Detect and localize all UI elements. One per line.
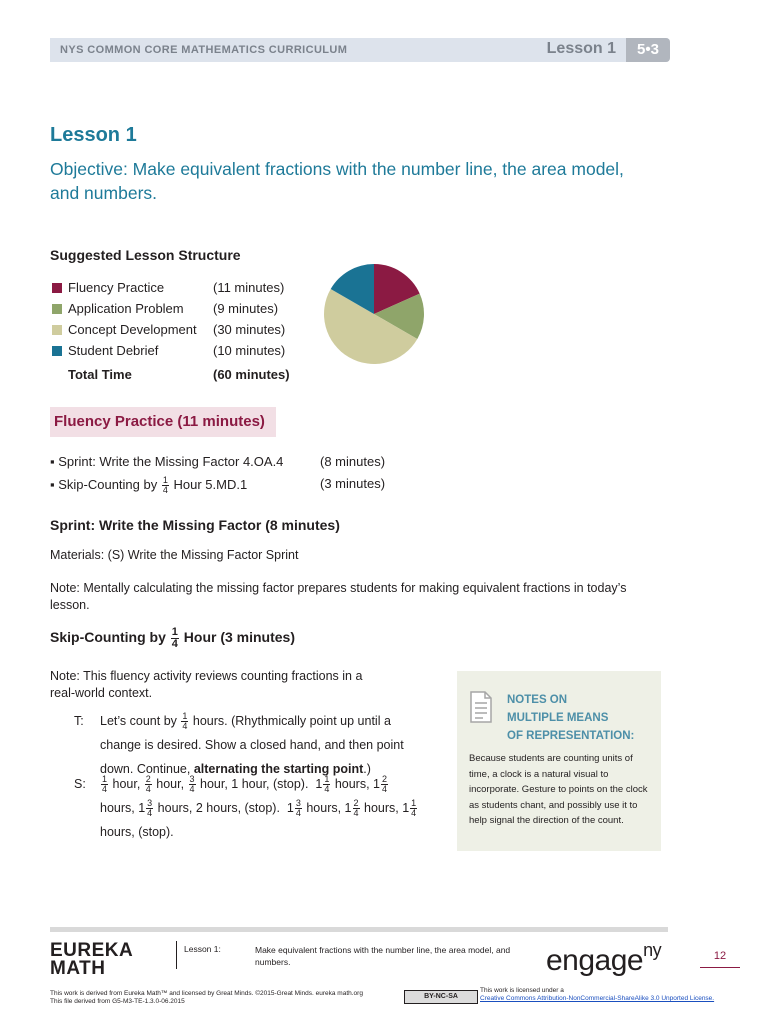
notes-title xyxy=(507,691,634,745)
page-number-underline xyxy=(700,967,740,968)
total-label: Total Time xyxy=(68,367,132,382)
legend-swatch xyxy=(52,283,62,293)
footer-description: Make equivalent fractions with the number line, the area model, and numbers. xyxy=(255,945,511,967)
legend-swatch xyxy=(52,304,62,314)
total-minutes: (60 minutes) xyxy=(213,367,290,382)
fluency-bullet xyxy=(50,476,450,496)
structure-minutes: (11 minutes) xyxy=(213,280,285,295)
curriculum-header xyxy=(50,38,670,62)
structure-row xyxy=(52,280,292,298)
structure-label: Student Debrief xyxy=(68,343,159,358)
structure-label: Concept Development xyxy=(68,322,197,337)
credit-line: This work is derived from Eureka Math™ and licensed by Great Minds. ©2015-Great Minds. eureka math.org xyxy=(50,990,363,997)
cc-license-badge: BY-NC-SA xyxy=(404,990,478,1004)
structure-label: Fluency Practice xyxy=(68,280,165,295)
bullet-text: Skip-Counting by xyxy=(58,476,161,492)
dialog-bold-text: alternating the starting point xyxy=(193,762,364,776)
fraction-one-fourth: $\frac{1}{4}$ xyxy=(182,711,188,732)
footer-separator xyxy=(176,941,177,969)
sprint-heading: Sprint: Write the Missing Factor (8 minutes) xyxy=(50,517,340,533)
lesson-title: Lesson 1 xyxy=(50,124,137,146)
legend-swatch xyxy=(52,325,62,335)
logo-superscript: ny xyxy=(643,940,662,960)
logo-line: EUREKA xyxy=(50,940,134,961)
bullet-text: Sprint: Write the Missing Factor 4.OA.4 xyxy=(58,454,284,469)
student-text: $\frac{1}{4}$ hour, $\frac{2}{4}$ hour, $\frac{3}{4}$ hour, 1 hour, (stop). 1 $\frac{1}{4}$ hours, 1 $\frac{2}{4}$ hours, 1 $\frac{3}{4}$ hours, 2 hours, (stop). 1 $\frac{3}{4}$ hours, 1 $\frac{2}{4}$ hours, 1 $\frac{1}{4}$ hours, (stop). xyxy=(100,774,417,839)
teacher-line xyxy=(74,709,420,776)
license-line: This work is licensed under a xyxy=(480,987,564,994)
footer-rule xyxy=(50,927,668,932)
bullet-icon: ▪ xyxy=(50,454,59,469)
notes-title-line: MULTIPLE MEANS xyxy=(507,712,609,724)
structure-heading: Suggested Lesson Structure xyxy=(50,247,241,263)
credit-line: This file derived from G5-M3-TE-1.3.0-06.2015 xyxy=(50,998,185,1005)
logo-text: engage xyxy=(546,944,644,977)
structure-minutes: (30 minutes) xyxy=(213,322,286,337)
fluency-banner-text: Fluency Practice (11 minutes) xyxy=(54,413,265,430)
structure-row xyxy=(52,301,292,319)
header-lesson: Lesson 1 xyxy=(546,40,616,57)
dialog-text: .) xyxy=(363,762,371,776)
structure-total-row xyxy=(52,367,292,385)
notes-title-line: NOTES ON xyxy=(507,694,568,706)
license-text xyxy=(480,987,714,1003)
dialog-text: Let’s count by xyxy=(100,714,181,728)
structure-label: Application Problem xyxy=(68,301,184,316)
structure-minutes: (10 minutes) xyxy=(213,343,286,358)
heading-text: Hour (3 minutes) xyxy=(179,629,296,646)
structure-minutes: (9 minutes) xyxy=(213,301,279,316)
speaker-label: T: xyxy=(74,714,84,728)
module-badge: 5•3 xyxy=(626,38,670,62)
footer-credits xyxy=(50,990,363,1006)
sprint-materials: Materials: (S) Write the Missing Factor Sprint xyxy=(50,548,299,562)
notes-title-line: OF REPRESENTATION: xyxy=(507,730,635,742)
dialog-text: hours. (Rhythmically point up until a change is desired. Show a closed hand, and then point down. Continue, xyxy=(100,714,404,776)
student-line xyxy=(74,772,420,844)
heading-text: Skip-Counting by xyxy=(50,629,170,646)
structure-row xyxy=(52,322,292,340)
bullet-minutes: (3 minutes) xyxy=(320,476,386,491)
structure-row xyxy=(52,343,292,361)
notes-sidebar xyxy=(457,671,661,851)
bullet-icon: ▪ xyxy=(50,476,59,492)
speaker-label: S: xyxy=(74,777,86,791)
curriculum-title: NYS COMMON CORE MATHEMATICS CURRICULUM xyxy=(60,44,348,56)
lesson-objective: Objective: Make equivalent fractions with the number line, the area model, and numbers. xyxy=(50,159,624,203)
skip-note: Note: This fluency activity reviews counting fractions in a real-world context. xyxy=(50,669,363,700)
bullet-minutes: (8 minutes) xyxy=(320,454,386,469)
sprint-note: Note: Mentally calculating the missing factor prepares students for making equivalent fractions in today’s lesson. xyxy=(50,581,627,612)
skip-counting-heading xyxy=(50,627,295,650)
license-link[interactable]: Creative Commons Attribution-NonCommercial-ShareAlike 3.0 Unported License. xyxy=(480,995,715,1002)
lesson-structure-pie-chart xyxy=(322,262,426,366)
notes-body: Because students are counting units of time, a clock is a natural visual to incorporate. Gesture to points on the clock as students chant, and possibly use it to help signal the direction of the count. xyxy=(469,753,648,826)
eureka-math-logo xyxy=(50,942,133,978)
fraction-one-fourth: $\frac{1}{4}$ xyxy=(162,475,168,495)
notes-icon xyxy=(469,691,493,723)
teacher-text xyxy=(100,709,420,781)
fluency-bullet xyxy=(50,454,450,474)
fraction-one-fourth: $\frac{1}{4}$ xyxy=(171,626,178,650)
fluency-banner xyxy=(50,407,276,437)
legend-swatch xyxy=(52,346,62,356)
page-number: 12 xyxy=(713,950,727,962)
logo-line: MATH xyxy=(50,958,106,979)
footer-lesson: Lesson 1: xyxy=(184,944,221,954)
engageny-logo xyxy=(546,940,661,978)
bullet-text: Hour 5.MD.1 xyxy=(169,476,248,492)
